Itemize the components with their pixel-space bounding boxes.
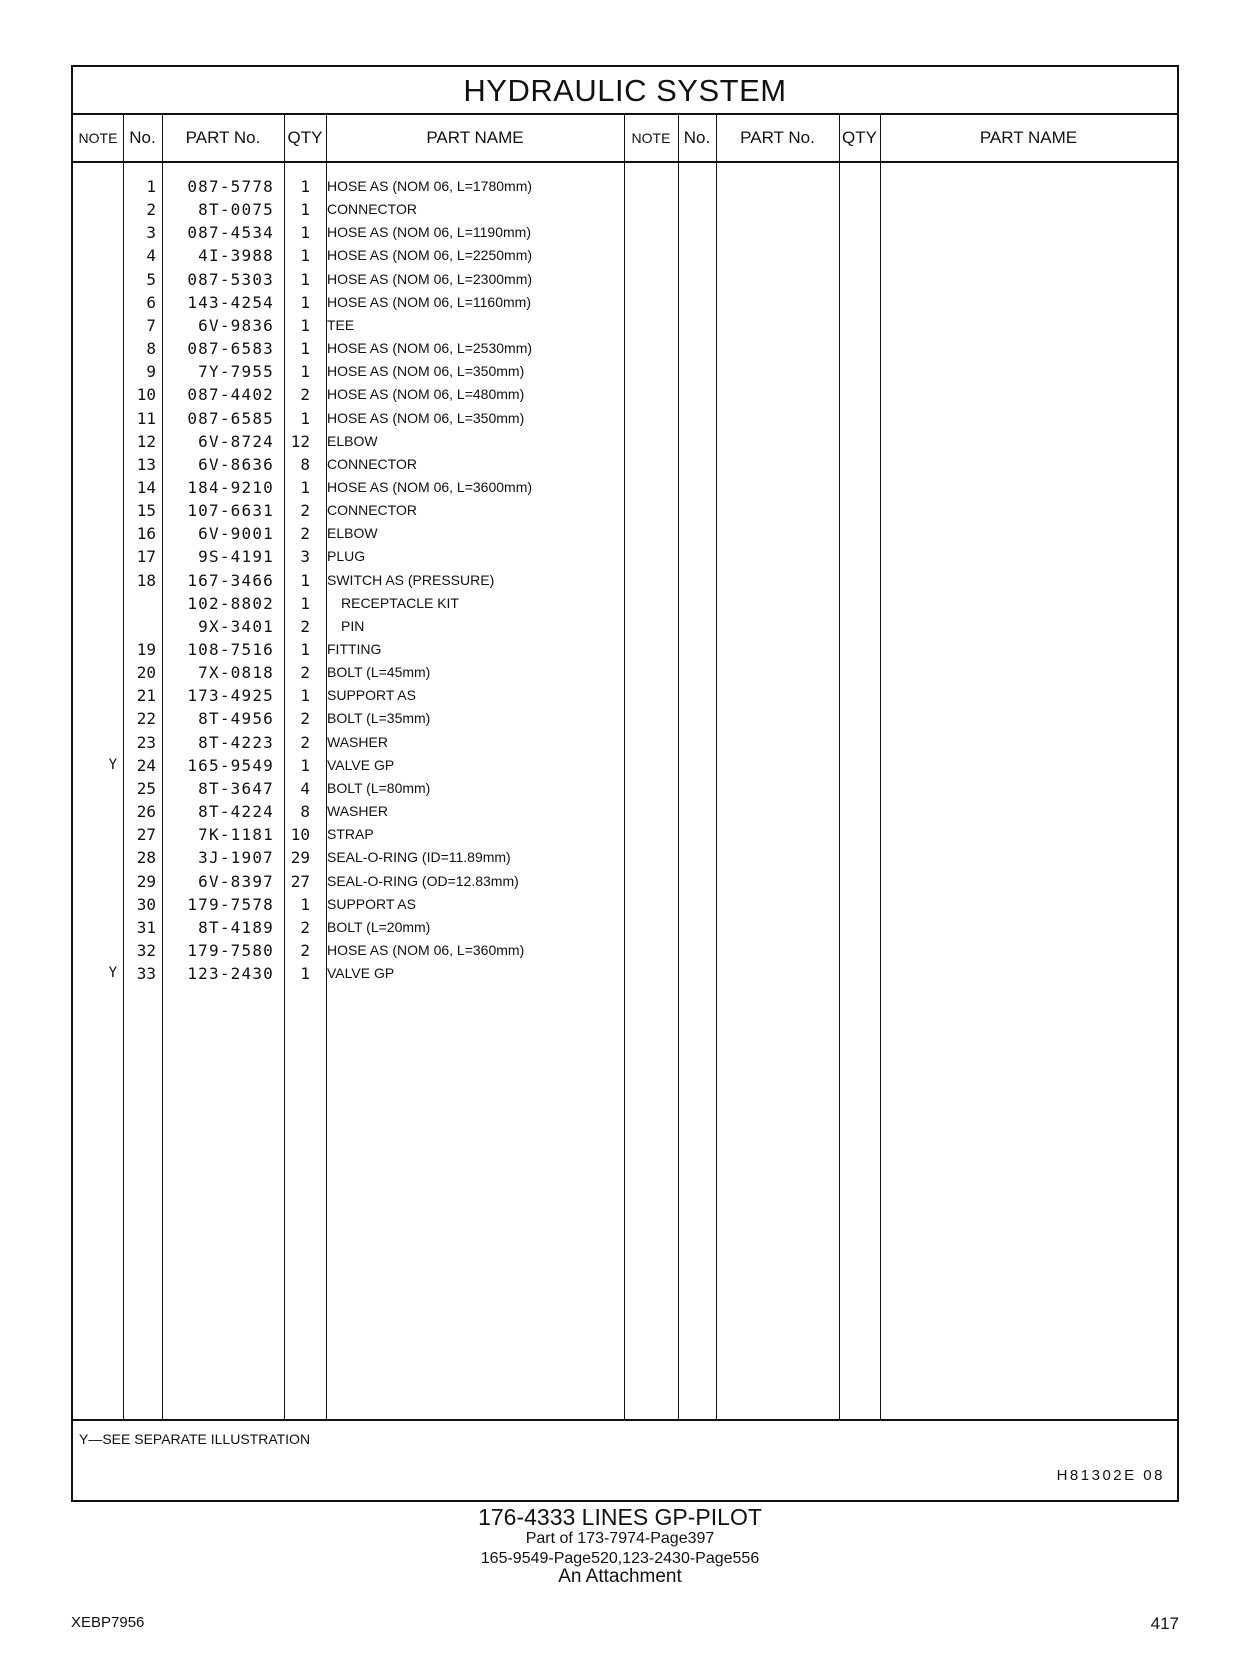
part-number-cell: 6V-8397 [198,871,274,891]
part-number-cell: 6V-8636 [198,454,274,474]
table-row [73,198,1177,221]
item-number-cell: 29 [136,871,156,891]
part-name-cell: HOSE AS (NOM 06, L=360mm) [327,941,525,958]
table-row [73,916,1177,939]
table-footer [73,1419,1177,1502]
part-number-cell: 8T-4224 [198,802,274,822]
table-row [73,314,1177,337]
item-number-cell: 8 [146,339,156,359]
quantity-cell: 2 [300,663,310,683]
part-number-cell: 102-8802 [187,593,274,613]
quantity-cell: 1 [300,177,310,196]
quantity-cell: 1 [300,223,310,243]
item-number-cell: 32 [136,940,156,960]
part-number-cell: 3J-1907 [198,848,274,868]
part-number-cell: 7X-0818 [198,663,274,683]
table-row [73,962,1177,985]
caption-page-refs: 165-9549-Page520,123-2430-Page556 [480,1550,760,1567]
item-number-cell: 26 [136,802,156,822]
table-row [73,661,1177,684]
item-number-cell: 30 [136,894,156,914]
part-name-cell: HOSE AS (NOM 06, L=2530mm) [327,340,533,357]
illustration-code: H81302E 08 [1056,1467,1165,1484]
part-name-cell: PLUG [327,548,366,565]
table-row [73,846,1177,869]
part-number-cell: 8T-4189 [198,917,274,937]
quantity-cell: 2 [300,385,310,405]
quantity-cell: 1 [300,964,310,984]
quantity-cell: 1 [300,408,310,428]
quantity-cell: 1 [300,339,310,359]
table-row [73,407,1177,430]
header-part-name-left: PART NAME [426,128,524,147]
part-name-cell: CONNECTOR [327,201,417,218]
part-number-cell: 087-4534 [187,223,274,243]
page-title: HYDRAULIC SYSTEM [73,67,1177,115]
quantity-cell: 1 [300,246,310,266]
part-name-cell: SWITCH AS (PRESSURE) [327,571,495,588]
quantity-cell: 2 [300,709,310,729]
part-number-cell: 143-4254 [187,292,274,312]
item-number-cell: 17 [136,547,156,567]
part-name-cell: HOSE AS (NOM 06, L=350mm) [327,409,525,426]
item-number-cell: 3 [146,223,156,243]
item-number-cell: 21 [136,686,156,706]
item-number-cell: 12 [136,431,156,451]
quantity-cell: 2 [300,940,310,960]
header-no-right: No. [683,128,711,147]
item-number-cell: 9 [146,362,156,382]
header-part-no-right: PART No. [740,128,815,147]
table-row [73,360,1177,383]
quantity-cell: 1 [300,200,310,220]
part-number-cell: 179-7580 [187,940,274,960]
table-row [73,430,1177,453]
table-row [73,800,1177,823]
item-number-cell: 6 [146,292,156,312]
part-number-cell: 087-6583 [187,339,274,359]
item-number-cell: 20 [136,663,156,683]
part-number-cell: 4I-3988 [198,246,274,266]
quantity-cell: 1 [300,477,310,497]
item-number-cell: 25 [136,778,156,798]
item-number-cell: 13 [136,454,156,474]
table-row [73,522,1177,545]
table-header [73,115,1177,163]
item-number-cell: 33 [136,964,156,984]
item-number-cell: 24 [136,755,156,775]
item-number-cell: 10 [136,385,156,405]
header-note-right: NOTE [631,130,671,146]
note-cell: Y [108,965,117,982]
part-number-cell: 173-4925 [187,686,274,706]
item-number-cell: 31 [136,917,156,937]
table-row [73,244,1177,267]
part-name-cell: HOSE AS (NOM 06, L=2300mm) [327,270,533,287]
caption-part-of: Part of 173-7974-Page397 [525,1530,715,1547]
part-name-cell: HOSE AS (NOM 06, L=480mm) [327,386,525,403]
table-row [73,870,1177,893]
parts-table-body [73,163,1177,1419]
quantity-cell: 2 [300,501,310,521]
part-name-cell: TEE [327,316,355,333]
document-id: XEBP7956 [71,1614,145,1631]
part-name-cell: RECEPTACLE KIT [341,594,459,611]
part-name-cell: HOSE AS (NOM 06, L=350mm) [327,363,525,380]
part-number-cell: 087-5303 [187,269,274,289]
table-row [73,291,1177,314]
quantity-cell: 1 [300,686,310,706]
quantity-cell: 1 [300,315,310,335]
part-number-cell: 107-6631 [187,501,274,521]
table-row [73,175,1177,198]
quantity-cell: 2 [300,616,310,636]
part-name-cell: CONNECTOR [327,455,417,472]
part-name-cell: WASHER [327,803,388,820]
caption-attachment: An Attachment [558,1566,682,1587]
part-name-cell: HOSE AS (NOM 06, L=1780mm) [327,178,533,194]
part-number-cell: 108-7516 [187,640,274,659]
part-name-cell: STRAP [327,826,374,843]
part-number-cell: 6V-8724 [198,431,274,451]
table-row [73,754,1177,777]
table-row [73,545,1177,568]
part-name-cell: HOSE AS (NOM 06, L=3600mm) [327,478,533,495]
quantity-cell: 8 [300,802,310,822]
part-name-cell: BOLT (L=80mm) [327,779,431,796]
part-name-cell: HOSE AS (NOM 06, L=1190mm) [327,224,531,241]
table-row [73,893,1177,916]
part-name-cell: BOLT (L=20mm) [327,918,431,935]
item-number-cell: 15 [136,501,156,521]
quantity-cell: 4 [300,778,310,798]
quantity-cell: 1 [300,570,310,590]
part-name-cell: SEAL-O-RING (OD=12.83mm) [327,872,519,889]
item-number-cell: 19 [136,640,156,659]
part-number-cell: 7Y-7955 [198,362,274,382]
quantity-cell: 2 [300,524,310,544]
table-row [73,592,1177,615]
item-number-cell: 5 [146,269,156,289]
quantity-cell: 1 [300,640,310,659]
quantity-cell: 1 [300,292,310,312]
item-number-cell: 4 [146,246,156,266]
caption-group-title: 176-4333 LINES GP-PILOT [478,1504,762,1530]
item-number-cell: 23 [136,732,156,752]
quantity-cell: 2 [300,732,310,752]
quantity-cell: 27 [290,871,310,891]
table-row [73,337,1177,360]
quantity-cell: 10 [290,825,310,845]
item-number-cell: 14 [136,477,156,497]
header-no-left: No. [129,128,156,147]
part-name-cell: ELBOW [327,525,378,542]
quantity-cell: 29 [290,848,310,868]
part-name-cell: SEAL-O-RING (ID=11.89mm) [327,849,511,866]
part-name-cell: SUPPORT AS [327,895,416,912]
part-name-cell: VALVE GP [327,965,395,982]
part-name-cell: BOLT (L=35mm) [327,710,431,727]
footnote: Y—SEE SEPARATE ILLUSTRATION [79,1431,311,1447]
part-number-cell: 165-9549 [187,755,274,775]
header-note-left: NOTE [78,130,118,146]
header-qty-right: QTY [842,128,877,147]
item-number-cell: 11 [136,408,156,428]
quantity-cell: 1 [300,269,310,289]
part-name-cell: PIN [341,617,365,634]
part-number-cell: 8T-4223 [198,732,274,752]
quantity-cell: 1 [300,593,310,613]
part-number-cell: 8T-3647 [198,778,274,798]
part-name-cell: ELBOW [327,432,378,449]
note-cell: Y [108,756,117,773]
part-name-cell: WASHER [327,733,388,750]
header-part-no-left: PART No. [185,128,261,147]
header-qty-left: QTY [287,128,323,147]
item-number-cell: 27 [136,825,156,845]
part-number-cell: 087-4402 [187,385,274,405]
item-number-cell: 16 [136,524,156,544]
part-name-cell: HOSE AS (NOM 06, L=1160mm) [327,293,531,310]
item-number-cell: 1 [146,177,156,196]
part-number-cell: 8T-0075 [198,200,274,220]
item-number-cell: 18 [136,570,156,590]
part-name-cell: HOSE AS (NOM 06, L=2250mm) [327,247,533,264]
item-number-cell: 22 [136,709,156,729]
table-row [73,615,1177,638]
part-name-cell: CONNECTOR [327,502,417,519]
part-number-cell: 6V-9836 [198,315,274,335]
part-number-cell: 167-3466 [187,570,274,590]
table-row [73,777,1177,800]
quantity-cell: 1 [300,362,310,382]
table-row [73,939,1177,962]
quantity-cell: 8 [300,454,310,474]
part-number-cell: 9S-4191 [198,547,274,567]
table-row [73,823,1177,846]
table-row [73,638,1177,661]
table-row [73,707,1177,730]
item-number-cell: 7 [146,315,156,335]
table-row [73,684,1177,707]
page-number: 417 [1150,1614,1179,1633]
parts-table-frame [71,65,1179,1502]
table-row [73,221,1177,244]
part-number-cell: 179-7578 [187,894,274,914]
quantity-cell: 3 [300,547,310,567]
table-row [73,476,1177,499]
part-name-cell: SUPPORT AS [327,687,416,704]
part-number-cell: 9X-3401 [198,616,274,636]
part-number-cell: 6V-9001 [198,524,274,544]
item-number-cell: 2 [146,200,156,220]
part-number-cell: 7K-1181 [198,825,274,845]
part-number-cell: 087-6585 [187,408,274,428]
part-name-cell: VALVE GP [327,756,395,773]
part-number-cell: 184-9210 [187,477,274,497]
table-row [73,499,1177,522]
part-number-cell: 087-5778 [187,177,274,196]
quantity-cell: 2 [300,917,310,937]
part-number-cell: 123-2430 [187,964,274,984]
table-row [73,731,1177,754]
part-number-cell: 8T-4956 [198,709,274,729]
table-row [73,569,1177,592]
part-name-cell: BOLT (L=45mm) [327,664,431,681]
item-number-cell: 28 [136,848,156,868]
table-row [73,383,1177,406]
quantity-cell: 1 [300,755,310,775]
part-name-cell: FITTING [327,641,382,657]
quantity-cell: 1 [300,894,310,914]
table-row [73,268,1177,291]
header-part-name-right: PART NAME [979,128,1078,147]
quantity-cell: 12 [290,431,310,451]
table-row [73,453,1177,476]
